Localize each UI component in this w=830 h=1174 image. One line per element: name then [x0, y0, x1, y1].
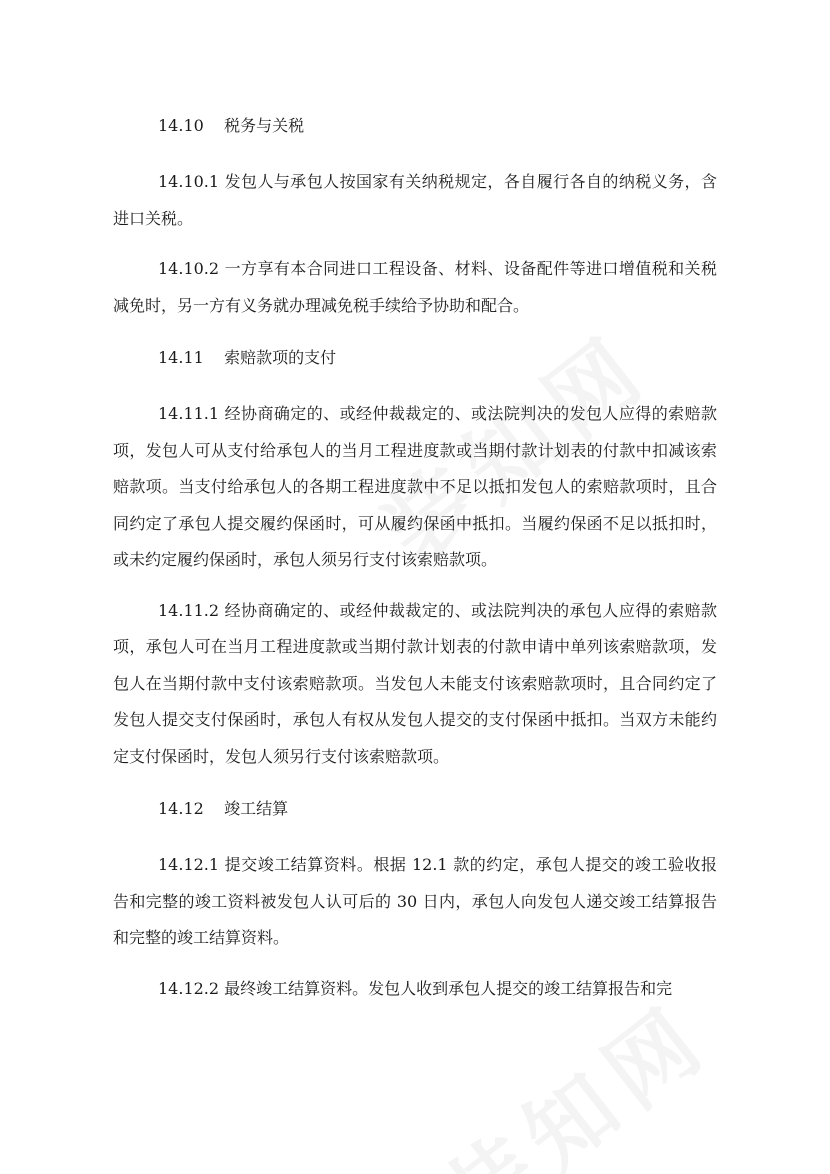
paragraph-14-12-1: 14.12.1 提交竣工结算资料。根据 12.1 款的约定，承包人提交的竣工验收报告和完整的竣工资料被发包人认可后的 30 日内，承包人向发包人递交竣工结算报告和完整的竣工结算资料。: [113, 855, 717, 947]
paragraph-14-11-1: 14.11.1 经协商确定的、或经仲裁裁定的、或法院判决的发包人应得的索赔款项，发包人可从支付给承包人的当月工程进度款或当期付款计划表的付款中扣减该索赔款项。当支付给承包人的各期工程进度款中不足以抵扣发包人的索赔款项时，且合同约定了承包人提交履约保函时，可从履约保函中抵扣。当履约保函不足以抵扣时，或未约定履约保函时，承包人须另行支付该索赔款项。: [113, 404, 717, 569]
paragraph-14-10-1: 14.10.1 发包人与承包人按国家有关纳税规定，各自履行各自的纳税义务，含进口关税。: [113, 172, 717, 228]
section-heading-14-11: 14.11 索赔款项的支付: [158, 348, 337, 367]
section-heading-14-12: 14.12 竣工结算: [158, 799, 289, 818]
section-heading-14-10: 14.10 税务与关税: [158, 116, 305, 135]
paragraph-14-10-2: 14.10.2 一方享有本合同进口工程设备、材料、设备配件等进口增值税和关税减免时，另一方有义务就办理减免税手续给予协助和配合。: [113, 259, 717, 315]
paragraph-14-11-2: 14.11.2 经协商确定的、或经仲裁裁定的、或法院判决的承包人应得的索赔款项，承包人可在当月工程进度款或当期付款计划表的付款申请中单列该索赔款项，发包人在当期付款中支付该索赔款项。当发包人未能支付该索赔款项时，且合同约定了发包人提交支付保函时，承包人有权从发包人提交的支付保函中抵扣。当双方未能约定支付保函时，发包人须另行支付该索赔款项。: [113, 600, 717, 766]
document-body: [113, 106, 717, 1021]
paragraph-14-12-2: 14.12.2 最终竣工结算资料。发包人收到承包人提交的竣工结算报告和完: [158, 978, 673, 998]
